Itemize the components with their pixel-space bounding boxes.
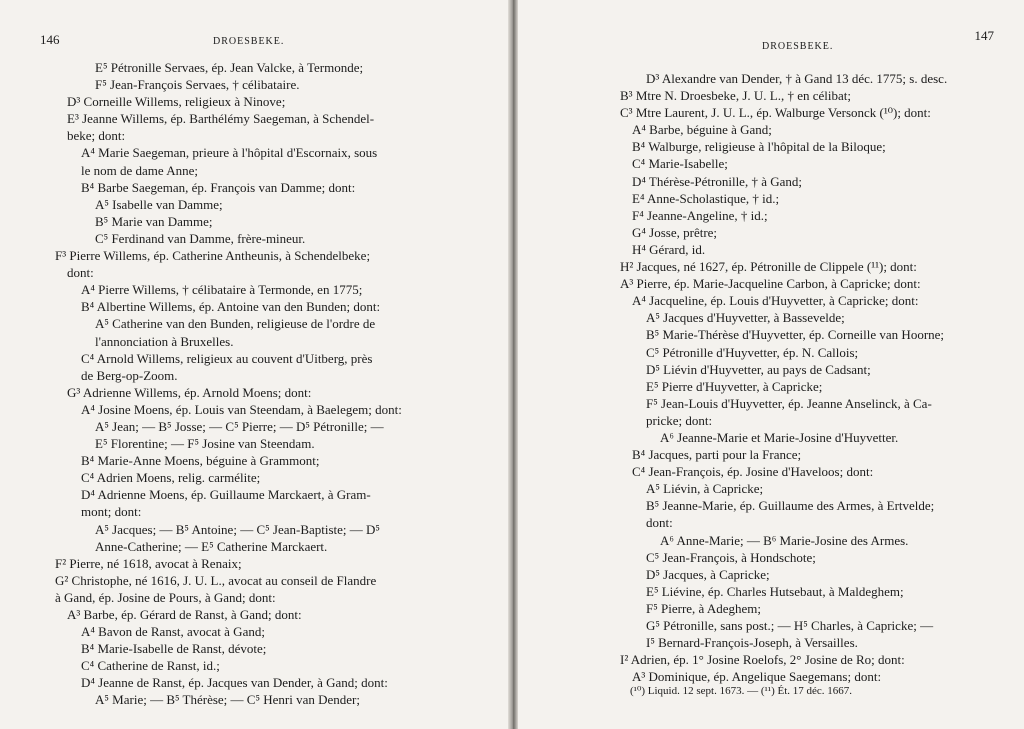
text-line: A⁵ Isabelle van Damme; [95, 196, 223, 212]
text-line: A⁴ Josine Moens, ép. Louis van Steendam, à Baelegem; dont: [81, 401, 402, 417]
text-line: A⁵ Liévin, à Capricke; [646, 481, 764, 497]
text-line: Anne-Catherine; — E⁵ Catherine Marckaert. [95, 538, 328, 554]
right-page-number: 147 [974, 28, 994, 43]
text-line: E⁵ Liévine, ép. Charles Hutsebaut, à Maldeghem; [646, 583, 904, 599]
text-line: dont: [646, 515, 673, 531]
text-line: E⁵ Florentine; — F⁵ Josine van Steendam. [95, 436, 315, 452]
left-page-number: 146 [40, 32, 60, 47]
footnote: (¹⁰) Liquid. 12 sept. 1673. — (¹¹) Ét. 17 déc. 1667. [630, 685, 853, 697]
text-line: A⁴ Pierre Willems, † célibataire à Termonde, en 1775; [81, 282, 363, 298]
text-line: A³ Pierre, ép. Marie-Jacqueline Carbon, à Capricke; dont: [620, 276, 921, 292]
text-line: E⁵ Pétronille Servaes, ép. Jean Valcke, à Termonde; [95, 60, 364, 75]
text-line: mont; dont: [81, 504, 142, 520]
text-line: A⁵ Jean; — B⁵ Josse; — C⁵ Pierre; — D⁵ Pétronille; — [95, 418, 384, 434]
text-line: F³ Pierre Willems, ép. Catherine Antheunis, à Schendelbeke; [55, 248, 371, 264]
text-line: A⁶ Jeanne-Marie et Marie-Josine d'Huyvetter. [660, 429, 899, 445]
text-line: A⁶ Anne-Marie; — B⁶ Marie-Josine des Armes. [660, 532, 909, 548]
text-line: D⁵ Jacques, à Capricke; [646, 566, 770, 582]
text-line: C⁵ Pétronille d'Huyvetter, ép. N. Callois; [646, 344, 859, 360]
text-line: A³ Dominique, ép. Angelique Saegemans; dont: [632, 669, 882, 685]
text-line: B⁵ Jeanne-Marie, ép. Guillaume des Armes, à Ertvelde; [646, 498, 935, 514]
text-line: le nom de dame Anne; [81, 162, 198, 178]
right-page [518, 0, 1024, 729]
text-line: B⁴ Albertine Willems, ép. Antoine van den Bunden; dont: [81, 299, 381, 315]
book-gutter [508, 0, 518, 729]
left-page [0, 0, 508, 729]
text-line: G⁴ Josse, prêtre; [632, 224, 718, 240]
text-line: A⁵ Catherine van den Bunden, religieuse de l'ordre de [95, 316, 376, 332]
text-line: A⁵ Jacques d'Huyvetter, à Bassevelde; [646, 310, 845, 326]
text-line: D⁵ Liévin d'Huyvetter, au pays de Cadsant; [646, 361, 871, 377]
text-line: D⁴ Jeanne de Ranst, ép. Jacques van Dender, à Gand; dont: [81, 675, 388, 691]
right-text-block [620, 70, 1020, 685]
text-line: C³ Mtre Laurent, J. U. L., ép. Walburge Versonck (¹⁰); dont: [620, 105, 931, 121]
text-line: A⁵ Marie; — B⁵ Thérèse; — C⁵ Henri van Dender; [95, 692, 360, 708]
text-line: à Gand, ép. Josine de Pours, à Gand; dont: [55, 589, 276, 605]
text-line: A⁴ Marie Saegeman, prieure à l'hôpital d'Escornaix, sous [81, 145, 378, 161]
text-line: B⁵ Marie-Thérèse d'Huyvetter, ép. Corneille van Hoorne; [646, 327, 945, 343]
text-line: A⁴ Jacqueline, ép. Louis d'Huyvetter, à Capricke; dont: [632, 293, 919, 309]
text-line: F⁵ Pierre, à Adeghem; [646, 600, 762, 616]
left-text-block [55, 59, 460, 709]
text-line: G⁵ Pétronille, sans post.; — H⁵ Charles, à Capricke; — [646, 618, 934, 633]
text-line: C⁴ Adrien Moens, relig. carmélite; [81, 470, 261, 486]
text-line: C⁵ Jean-François, à Hondschote; [646, 549, 816, 565]
right-running-head: DROESBEKE. [762, 41, 834, 52]
text-line: D³ Alexandre van Dender, † à Gand 13 déc. 1775; s. desc. [646, 71, 948, 86]
text-line: E⁵ Pierre d'Huyvetter, à Capricke; [646, 378, 823, 394]
text-line: B³ Mtre N. Droesbeke, J. U. L., † en célibat; [620, 88, 851, 104]
text-line: C⁴ Jean-François, ép. Josine d'Haveloos; dont: [632, 464, 874, 480]
text-line: B⁴ Marie-Anne Moens, béguine à Grammont; [81, 453, 320, 469]
text-line: C⁴ Arnold Willems, religieux au couvent d'Uitberg, près [81, 350, 373, 366]
text-line: G³ Adrienne Willems, ép. Arnold Moens; dont: [67, 384, 312, 400]
text-line: B⁴ Barbe Saegeman, ép. François van Damme; dont: [81, 179, 356, 195]
text-line: D³ Corneille Willems, religieux à Ninove; [67, 94, 286, 110]
text-line: G² Christophe, né 1616, J. U. L., avocat au conseil de Flandre [55, 572, 377, 588]
text-line: l'annonciation à Bruxelles. [95, 333, 234, 349]
text-line: I² Adrien, ép. 1° Josine Roelofs, 2° Josine de Ro; dont: [620, 652, 905, 668]
text-line: D⁴ Thérèse-Pétronille, † à Gand; [632, 173, 802, 189]
text-line: A⁴ Barbe, béguine à Gand; [632, 122, 772, 138]
text-line: F⁴ Jeanne-Angeline, † id.; [632, 207, 768, 223]
text-line: F² Pierre, né 1618, avocat à Renaix; [55, 555, 242, 571]
text-line: A³ Barbe, ép. Gérard de Ranst, à Gand; dont: [67, 607, 302, 622]
text-line: B⁴ Walburge, religieuse à l'hôpital de la Biloque; [632, 139, 886, 155]
text-line: I⁵ Bernard-François-Joseph, à Versailles. [646, 635, 858, 651]
text-line: B⁵ Marie van Damme; [95, 213, 213, 229]
text-line: H⁴ Gérard, id. [632, 241, 706, 257]
text-line: F⁵ Jean-François Servaes, † célibataire. [95, 77, 300, 93]
text-line: pricke; dont: [646, 412, 713, 428]
left-running-head: DROESBEKE. [213, 36, 285, 47]
text-line: C⁴ Marie-Isabelle; [632, 156, 728, 172]
text-line: E³ Jeanne Willems, ép. Barthélémy Saegeman, à Schendel- [67, 111, 375, 127]
text-line: A⁵ Jacques; — B⁵ Antoine; — C⁵ Jean-Baptiste; — D⁵ [95, 521, 380, 537]
text-line: C⁵ Ferdinand van Damme, frère-mineur. [95, 230, 306, 246]
text-line: F⁵ Jean-Louis d'Huyvetter, ép. Jeanne Anselinck, à Ca- [646, 395, 932, 411]
text-line: C⁴ Catherine de Ranst, id.; [81, 658, 220, 674]
text-line: D⁴ Adrienne Moens, ép. Guillaume Marckaert, à Gram- [81, 487, 371, 503]
text-line: H² Jacques, né 1627, ép. Pétronille de Clippele (¹¹); dont: [620, 259, 917, 275]
text-line: B⁴ Marie-Isabelle de Ranst, dévote; [81, 641, 267, 657]
text-line: dont: [67, 265, 94, 281]
text-line: B⁴ Jacques, parti pour la France; [632, 447, 802, 463]
text-line: de Berg-op-Zoom. [81, 367, 178, 383]
text-line: E⁴ Anne-Scholastique, † id.; [632, 190, 780, 206]
text-line: beke; dont: [67, 128, 126, 144]
text-line: A⁴ Bavon de Ranst, avocat à Gand; [81, 624, 265, 640]
